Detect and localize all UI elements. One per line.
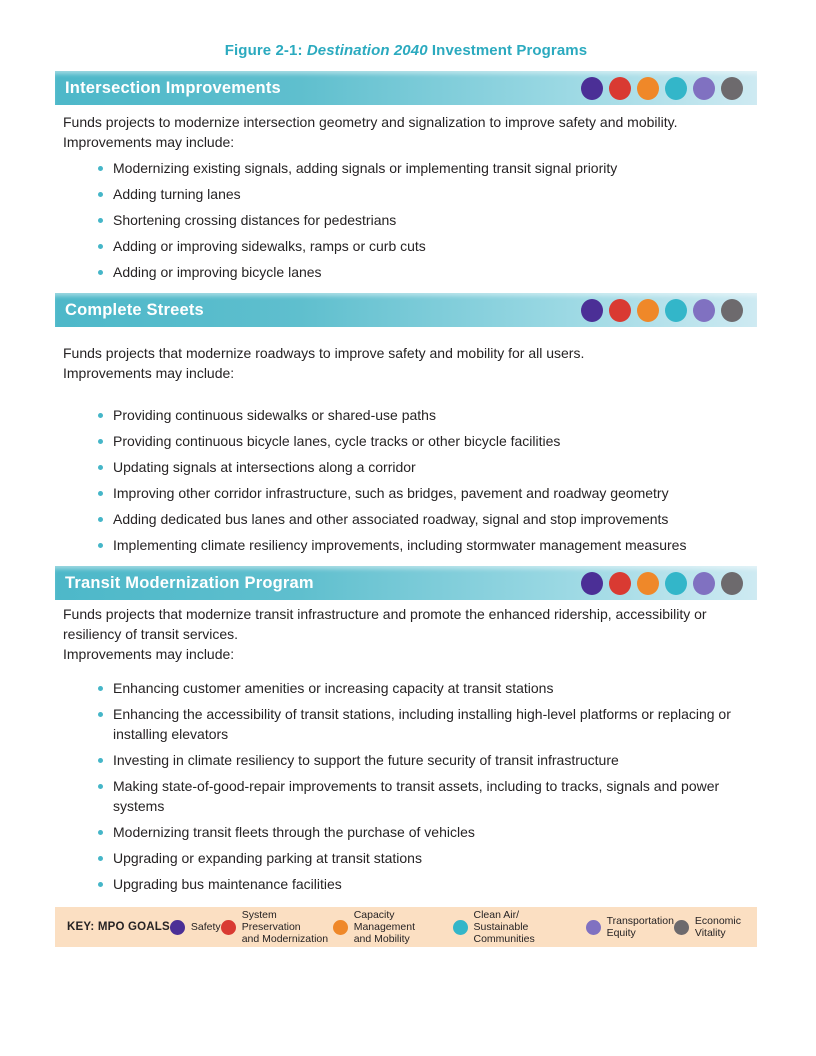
key-item-label: System Preservation and Modernization bbox=[241, 909, 329, 945]
economic-vitality-goal-dot-icon bbox=[721, 77, 743, 100]
bullet-item bbox=[97, 405, 753, 425]
bullet-text: Enhancing customer amenities or increasing capacity at transit stations bbox=[113, 680, 554, 696]
economic-vitality-goal-dot-icon bbox=[721, 299, 743, 322]
economic-vitality-goal-dot-icon bbox=[721, 572, 743, 595]
clean-air-sustainable-communities-goal-dot-icon bbox=[665, 299, 687, 322]
bullet-dot-icon bbox=[98, 830, 103, 835]
key-item-system-preservation-and-modernization bbox=[221, 909, 333, 945]
section-description-line: Improvements may include: bbox=[63, 365, 235, 381]
capacity-management-and-mobility-goal-dot-icon bbox=[637, 77, 659, 100]
bullet-item bbox=[97, 509, 753, 529]
bullet-text: Implementing climate resiliency improvements, including stormwater management measures bbox=[113, 537, 687, 553]
bullet-dot-icon bbox=[98, 413, 103, 418]
bullet-item bbox=[97, 262, 753, 282]
section-header-bar bbox=[55, 293, 757, 327]
transportation-equity-key-dot-icon bbox=[586, 920, 601, 935]
mpo-goals-key bbox=[55, 907, 757, 947]
bullet-dot-icon bbox=[98, 218, 103, 223]
figure-title-prefix: Figure 2-1: bbox=[224, 42, 307, 59]
figure-title-italic: Destination 2040 bbox=[306, 42, 428, 59]
investment-program-section bbox=[55, 71, 757, 282]
bullet-dot-icon bbox=[98, 517, 103, 522]
bullet-text: Providing continuous sidewalks or shared-use paths bbox=[113, 407, 436, 423]
system-preservation-and-modernization-key-dot-icon bbox=[221, 920, 236, 935]
key-label: KEY: MPO GOALS bbox=[67, 921, 170, 933]
safety-goal-dot-icon bbox=[581, 299, 603, 322]
safety-goal-dot-icon bbox=[581, 77, 603, 100]
bullet-dot-icon bbox=[98, 882, 103, 887]
section-description-line: Funds projects that modernize roadways to improve safety and mobility for all users. bbox=[63, 345, 585, 361]
section-description-line: Improvements may include: bbox=[63, 646, 235, 662]
investment-program-section bbox=[55, 293, 757, 555]
key-item-label: Safety bbox=[190, 921, 221, 933]
key-item-transportation-equity bbox=[586, 915, 674, 939]
capacity-management-and-mobility-goal-dot-icon bbox=[637, 572, 659, 595]
bullet-item bbox=[97, 483, 753, 503]
bullet-text: Modernizing existing signals, adding signals or implementing transit signal priority bbox=[113, 160, 618, 176]
bullet-item bbox=[97, 678, 753, 698]
bullet-dot-icon bbox=[98, 856, 103, 861]
bullet-item bbox=[97, 848, 753, 868]
bullet-text: Adding or improving sidewalks, ramps or curb cuts bbox=[113, 238, 426, 254]
section-title: Transit Modernization Program bbox=[65, 573, 314, 592]
section-description-line: Funds projects to modernize intersection geometry and signalization to improve safety and mobility. bbox=[63, 114, 678, 130]
section-header-bar bbox=[55, 71, 757, 105]
investment-program-section bbox=[55, 566, 757, 894]
bullet-text: Adding or improving bicycle lanes bbox=[113, 264, 322, 280]
key-item-clean-air-sustainable-communities bbox=[453, 909, 586, 945]
bullet-item bbox=[97, 704, 753, 744]
bullet-item bbox=[97, 236, 753, 256]
section-description-line: Improvements may include: bbox=[63, 134, 235, 150]
system-preservation-and-modernization-goal-dot-icon bbox=[609, 572, 631, 595]
capacity-management-and-mobility-goal-dot-icon bbox=[637, 299, 659, 322]
bullet-dot-icon bbox=[98, 270, 103, 275]
section-bullet-list bbox=[55, 678, 757, 894]
bullet-dot-icon bbox=[98, 192, 103, 197]
key-item-capacity-management-and-mobility bbox=[333, 909, 453, 945]
goal-dots-row bbox=[581, 572, 743, 595]
bullet-dot-icon bbox=[98, 712, 103, 717]
safety-key-dot-icon bbox=[170, 920, 185, 935]
clean-air-sustainable-communities-goal-dot-icon bbox=[665, 77, 687, 100]
key-item-label: Clean Air/ Sustainable Communities bbox=[473, 909, 535, 945]
bullet-dot-icon bbox=[98, 758, 103, 763]
sections-container bbox=[55, 71, 757, 894]
transportation-equity-goal-dot-icon bbox=[693, 77, 715, 100]
bullet-item bbox=[97, 874, 753, 894]
section-description bbox=[63, 604, 711, 664]
key-item-safety bbox=[170, 920, 221, 935]
safety-goal-dot-icon bbox=[581, 572, 603, 595]
section-description bbox=[63, 343, 711, 383]
bullet-item bbox=[97, 776, 753, 816]
economic-vitality-key-dot-icon bbox=[674, 920, 689, 935]
section-description-line: Funds projects that modernize transit infrastructure and promote the enhanced ridership, accessibility or resiliency of transit services. bbox=[63, 606, 707, 642]
clean-air-sustainable-communities-goal-dot-icon bbox=[665, 572, 687, 595]
bullet-text: Shortening crossing distances for pedestrians bbox=[113, 212, 397, 228]
section-title: Complete Streets bbox=[65, 300, 204, 319]
bullet-item bbox=[97, 457, 753, 477]
bullet-dot-icon bbox=[98, 543, 103, 548]
bullet-dot-icon bbox=[98, 465, 103, 470]
bullet-dot-icon bbox=[98, 784, 103, 789]
system-preservation-and-modernization-goal-dot-icon bbox=[609, 77, 631, 100]
section-description bbox=[63, 112, 711, 152]
section-title: Intersection Improvements bbox=[65, 78, 281, 97]
key-item-label: Economic Vitality bbox=[694, 915, 742, 939]
figure-title-suffix: Investment Programs bbox=[427, 42, 588, 59]
goal-dots-row bbox=[581, 77, 743, 100]
figure-title bbox=[55, 42, 757, 59]
capacity-management-and-mobility-key-dot-icon bbox=[333, 920, 348, 935]
transportation-equity-goal-dot-icon bbox=[693, 572, 715, 595]
bullet-dot-icon bbox=[98, 244, 103, 249]
bullet-text: Adding dedicated bus lanes and other associated roadway, signal and stop improvements bbox=[113, 511, 669, 527]
section-bullet-list bbox=[55, 158, 757, 282]
bullet-item bbox=[97, 210, 753, 230]
bullet-text: Modernizing transit fleets through the purchase of vehicles bbox=[113, 824, 475, 840]
bullet-item bbox=[97, 431, 753, 451]
bullet-item bbox=[97, 535, 753, 555]
key-item-label: Transportation Equity bbox=[606, 915, 674, 939]
bullet-dot-icon bbox=[98, 491, 103, 496]
key-item-economic-vitality bbox=[674, 915, 741, 939]
bullet-item bbox=[97, 158, 753, 178]
bullet-dot-icon bbox=[98, 439, 103, 444]
key-item-label: Capacity Management and Mobility bbox=[353, 909, 415, 945]
bullet-item bbox=[97, 750, 753, 770]
bullet-item bbox=[97, 822, 753, 842]
bullet-text: Providing continuous bicycle lanes, cycle tracks or other bicycle facilities bbox=[113, 433, 561, 449]
system-preservation-and-modernization-goal-dot-icon bbox=[609, 299, 631, 322]
bullet-item bbox=[97, 184, 753, 204]
bullet-text: Improving other corridor infrastructure, such as bridges, pavement and roadway geometry bbox=[113, 485, 669, 501]
section-header-bar bbox=[55, 566, 757, 600]
goal-dots-row bbox=[581, 299, 743, 322]
section-bullet-list bbox=[55, 405, 757, 555]
bullet-text: Investing in climate resiliency to support the future security of transit infrastructure bbox=[113, 752, 619, 768]
bullet-text: Making state-of-good-repair improvements to transit assets, including to tracks, signals and power systems bbox=[113, 778, 720, 814]
bullet-text: Updating signals at intersections along a corridor bbox=[113, 459, 416, 475]
bullet-text: Upgrading bus maintenance facilities bbox=[113, 876, 342, 892]
bullet-dot-icon bbox=[98, 166, 103, 171]
bullet-text: Adding turning lanes bbox=[113, 186, 241, 202]
bullet-text: Enhancing the accessibility of transit stations, including installing high-level platforms or replacing or installing elevators bbox=[113, 706, 731, 742]
bullet-text: Upgrading or expanding parking at transit stations bbox=[113, 850, 422, 866]
transportation-equity-goal-dot-icon bbox=[693, 299, 715, 322]
clean-air-sustainable-communities-key-dot-icon bbox=[453, 920, 468, 935]
bullet-dot-icon bbox=[98, 686, 103, 691]
